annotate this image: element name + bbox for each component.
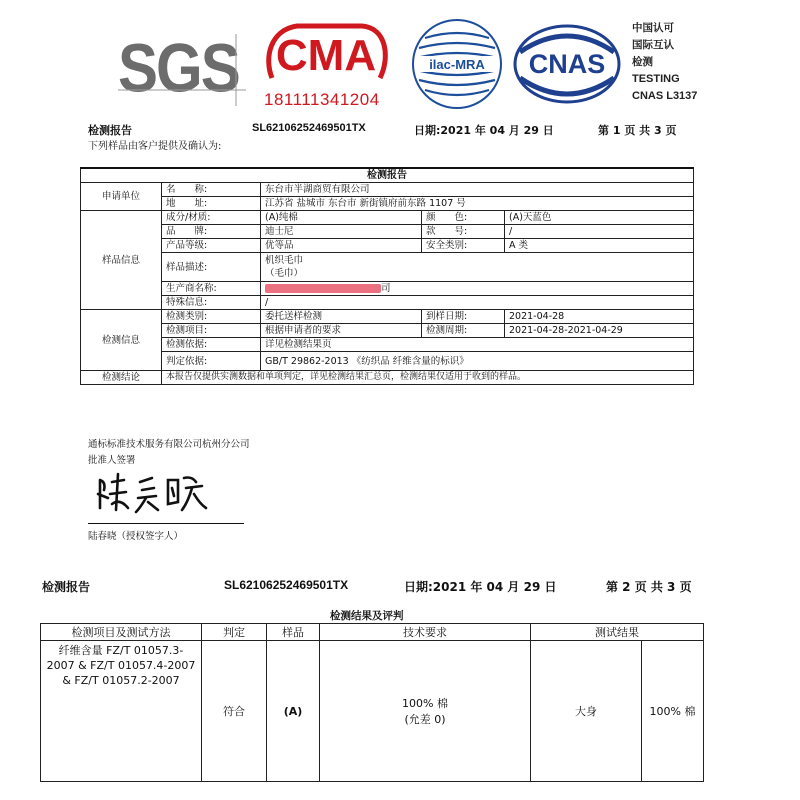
ilac-logo-text: ilac-MRA	[429, 57, 485, 72]
col-requirement: 技术要求	[320, 624, 531, 641]
test-item-line-3: & FZ/T 01057.2-2007	[62, 674, 180, 687]
manufacturer-label: 生产商名称:	[162, 282, 261, 296]
page1-report-number: SL62106252469501TX	[252, 122, 366, 134]
approver-label: 批准人签署	[88, 455, 136, 466]
judge-basis-value: GB/T 29862-2013 《纺织品 纤维含量的标识》	[261, 352, 694, 371]
test-period-value: 2021-04-28-2021-04-29	[505, 324, 694, 338]
conclusion-text: 本报告仅提供实测数据和单项判定，详见检测结果汇总页，检测结果仅适用于收到的样品。	[162, 371, 694, 385]
results-row	[41, 641, 704, 782]
sgs-logo-lines	[118, 28, 248, 108]
composition-label: 成分/材质:	[162, 211, 261, 225]
part-cell: 大身	[531, 641, 642, 782]
ilac-mra-logo	[411, 18, 503, 110]
page1-date: 日期:2021 年 04 月 29 日	[414, 124, 554, 137]
arrival-date-value: 2021-04-28	[505, 310, 694, 324]
arrival-date-label: 到样日期:	[422, 310, 505, 324]
conclusion-group-label: 检测结论	[81, 371, 162, 385]
page1-title: 检测报告	[88, 124, 132, 137]
judge-basis-label: 判定依据:	[162, 352, 261, 371]
signature-line	[88, 523, 244, 524]
test-basis-label: 检测依据:	[162, 338, 261, 352]
col-sample: 样品	[267, 624, 320, 641]
sample-cell: (A)	[267, 641, 320, 782]
page2-title: 检测报告	[42, 580, 91, 594]
test-item-line-2: 2007 & FZ/T 01057.4-2007	[46, 659, 196, 672]
test-item-cell	[41, 641, 202, 782]
test-type-label: 检测类别:	[162, 310, 261, 324]
test-basis-value: 详见检测结果页	[261, 338, 694, 352]
handwritten-signature	[92, 468, 212, 516]
sgs-logo-text: SGS	[118, 29, 239, 107]
col-result: 测试结果	[531, 624, 704, 641]
applicant-address-label: 地 址:	[162, 197, 261, 211]
cma-logo	[262, 18, 392, 113]
description-value	[261, 253, 694, 282]
manufacturer-value	[261, 282, 694, 296]
style-value: /	[505, 225, 694, 239]
results-table	[40, 623, 704, 782]
page2-date: 日期:2021 年 04 月 29 日	[404, 580, 557, 594]
testing-organization: 通标标准技术服务有限公司杭州分公司	[88, 439, 250, 450]
result-cell: 100% 棉	[642, 641, 704, 782]
color-label: 颜 色:	[422, 211, 505, 225]
description-label: 样品描述:	[162, 253, 261, 282]
special-info-value: /	[261, 296, 694, 310]
cma-number: 181111341204	[264, 90, 380, 109]
test-period-label: 检测周期:	[422, 324, 505, 338]
ilac-globe	[411, 18, 503, 110]
redaction-mark	[265, 284, 381, 293]
grade-value: 优等品	[261, 239, 422, 253]
cnas-line-2: 国际互认	[632, 39, 674, 51]
description-line-1: 机织毛巾	[265, 255, 304, 266]
cnas-line-4: TESTING	[632, 73, 680, 85]
composition-value: (A)纯棉	[261, 211, 422, 225]
requirement-cell	[320, 641, 531, 782]
judgement-cell: 符合	[202, 641, 267, 782]
sample-group-label: 样品信息	[81, 211, 162, 310]
special-info-label: 特殊信息:	[162, 296, 261, 310]
cnas-accreditation-text	[632, 20, 712, 105]
requirement-line-1: 100% 棉	[402, 697, 448, 710]
page2-page-number: 第 2 页 共 3 页	[606, 580, 692, 594]
report-info-table	[80, 167, 694, 385]
manufacturer-tail: 司	[381, 283, 391, 294]
test-item-line-1: 纤维含量 FZ/T 01057.3-	[58, 644, 184, 657]
description-line-2: （毛巾）	[265, 268, 304, 279]
test-group-label: 检测信息	[81, 310, 162, 371]
brand-value: 迪士尼	[261, 225, 422, 239]
color-value: (A)天蓝色	[505, 211, 694, 225]
requirement-line-2: (允差 0)	[404, 713, 446, 726]
applicant-name-label: 名 称:	[162, 183, 261, 197]
results-section-title: 检测结果及评判	[330, 610, 404, 622]
page1-page-number: 第 1 页 共 3 页	[598, 124, 677, 137]
cnas-logo-text: CNAS	[528, 49, 606, 79]
report-table-title: 检测报告	[81, 168, 694, 183]
cnas-mark	[512, 22, 622, 106]
test-type-value: 委托送样检测	[261, 310, 422, 324]
grade-label: 产品等级:	[162, 239, 261, 253]
applicant-group-label: 申请单位	[81, 183, 162, 211]
test-items-label: 检测项目:	[162, 324, 261, 338]
cma-logo-text: CMA	[275, 31, 377, 80]
cnas-logo	[512, 22, 622, 106]
cnas-line-3: 检测	[632, 56, 653, 68]
authorized-signer: 陆春晓（授权签字人）	[88, 531, 184, 542]
cnas-line-5: CNAS L3137	[632, 90, 698, 102]
test-items-value: 根据申请者的要求	[261, 324, 422, 338]
page2-report-number: SL62106252469501TX	[224, 578, 349, 592]
brand-label: 品 牌:	[162, 225, 261, 239]
page1-note: 下列样品由客户提供及确认为:	[88, 141, 222, 152]
applicant-name: 东台市半湖商贸有限公司	[261, 183, 694, 197]
col-test-item: 检测项目及测试方法	[41, 624, 202, 641]
safety-value: A 类	[505, 239, 694, 253]
col-judgement: 判定	[202, 624, 267, 641]
cnas-line-1: 中国认可	[632, 22, 674, 34]
style-label: 款 号:	[422, 225, 505, 239]
applicant-address: 江苏省 盐城市 东台市 新街镇府前东路 1107 号	[261, 197, 694, 211]
safety-label: 安全类别:	[422, 239, 505, 253]
cma-mark	[262, 18, 392, 90]
sgs-logo	[118, 28, 248, 108]
